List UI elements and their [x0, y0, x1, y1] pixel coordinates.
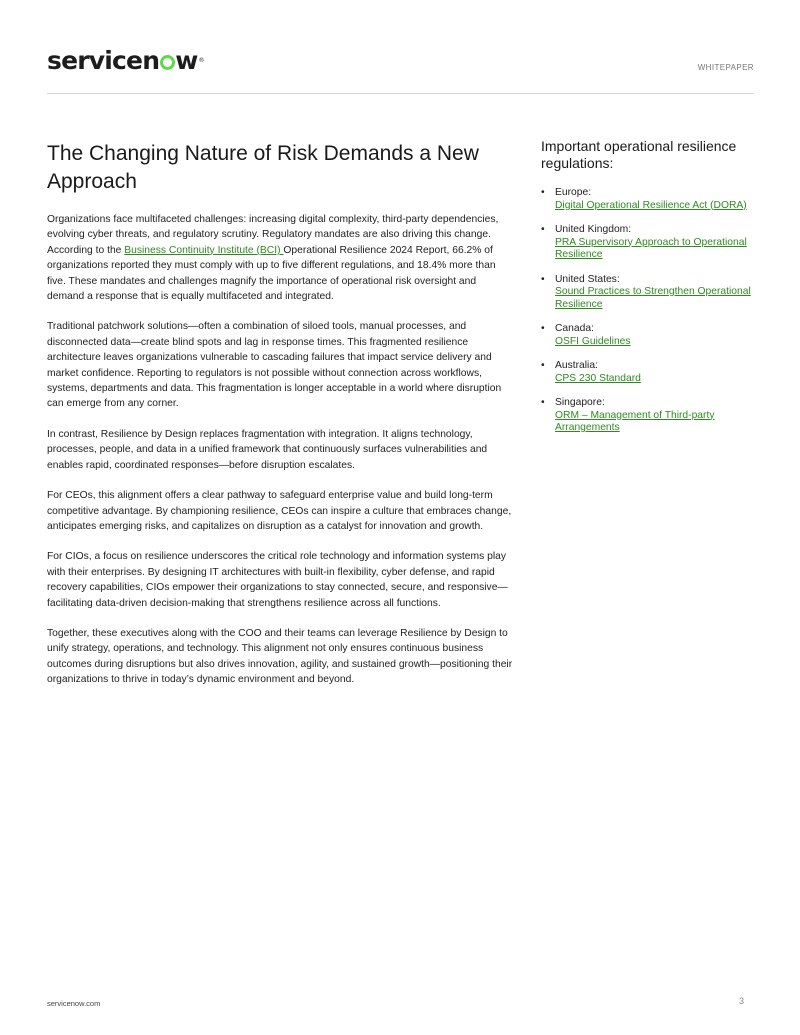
region-label: United Kingdom:: [555, 224, 632, 235]
header-divider: [47, 93, 754, 94]
paragraph-6: Together, these executives along with the COO and their teams can leverage Resilience by Design to unify strategy, operations, and technology. This alignment not only ensures continuous business outcomes during disruptions but also drives innovation, agility, and sustained growth—positioning their organizations to thrive in today’s dynamic environment and beyond.: [47, 627, 513, 686]
regulations-list: [541, 187, 761, 435]
paragraph-2: Traditional patchwork solutions—often a combination of siloed tools, manual processes, and disconnected data—create blind spots and lag in response times. This fragmented resilience architecture leaves organizations vulnerable to cascading failures that impact service delivery and market confidence. Reporting to regulators is not possible without connection across workflows, systems, departments and data. This fragmentation is longer acceptable in a world where disruption can emerge from any corner.: [47, 321, 502, 410]
logo-text-end: w: [175, 46, 198, 75]
bullet-icon: •: [541, 187, 545, 198]
list-item: [541, 224, 761, 262]
region-label: United States:: [555, 273, 620, 285]
list-item: [541, 187, 761, 212]
regulation-link-dora[interactable]: Digital Operational Resilience Act (DORA): [555, 199, 747, 211]
body-text: [47, 212, 515, 703]
region-label: Singapore:: [555, 397, 605, 408]
document-type-label: WHITEPAPER: [697, 63, 754, 72]
registered-mark: ®: [198, 57, 204, 64]
bullet-icon: •: [541, 224, 545, 235]
servicenow-logo: [47, 46, 204, 76]
paragraph-5: For CIOs, a focus on resilience underscores the critical role technology and information systems play with their enterprises. By designing IT architectures with built-in flexibility, cyber defense, and rapid recovery capabilities, CIOs empower their organizations to stay connected, secure, and responsive—facilitating data-driven decision-making that strengthens resilience across all functions.: [47, 551, 508, 609]
sidebar-heading: Important operational resilience regulations:: [541, 138, 737, 171]
list-item: [541, 274, 761, 312]
bullet-icon: •: [541, 397, 545, 408]
regulation-link-osfi[interactable]: OSFI Guidelines: [555, 335, 631, 347]
page-title: The Changing Nature of Risk Demands a New Approach: [47, 142, 479, 193]
regulation-link-us[interactable]: Sound Practices to Strengthen Operational Resilience: [555, 286, 751, 310]
bci-link[interactable]: Business Continuity Institute (BCI): [124, 244, 284, 256]
region-label: Europe:: [555, 187, 592, 198]
list-item: [541, 323, 761, 348]
list-item: [541, 360, 761, 385]
bullet-icon: •: [541, 273, 545, 285]
list-item: [541, 397, 761, 435]
paragraph-1: [47, 212, 515, 304]
paragraph-4: For CEOs, this alignment offers a clear pathway to safeguard enterprise value and build long-term competitive advantage. By championing resilience, CEOs can inspire a culture that embraces change, anticipates emerging risks, and capitalizes on disruption as a catalyst for innovation and growth.: [47, 490, 512, 532]
region-label: Australia:: [555, 360, 598, 371]
regulation-link-cps230[interactable]: CPS 230 Standard: [555, 372, 641, 384]
regulation-link-pra[interactable]: PRA Supervisory Approach to Operational Resilience: [555, 236, 747, 260]
bullet-icon: •: [541, 360, 545, 371]
regulation-link-orm[interactable]: ORM – Management of Third-party Arrangements: [555, 409, 715, 433]
footer-url: servicenow.com: [47, 999, 101, 1008]
paragraph-1-start: Organizations face multifaceted challenges: increasing digital complexity, third-party dependencies, evolving cyber threats, and regulatory scrutiny. Regulatory mandates are also driving this change. According to the: [47, 214, 499, 256]
paragraph-3: In contrast, Resilience by Design replaces fragmentation with integration. It aligns technology, processes, people, and data in a unified framework that continuously surfaces vulnerabilities and enables rapid, coordinated responses—before disruption escalates.: [47, 428, 488, 471]
region-label: Canada:: [555, 323, 594, 334]
regulations-sidebar: [541, 138, 761, 447]
bullet-icon: •: [541, 323, 545, 334]
logo-o-ring-icon: [160, 55, 175, 70]
page-number: 3: [738, 996, 744, 1006]
paragraph-1-end: Operational Resilience 2024 Report, 66.2% of organizations reported they must comply with up to five different regulations, and 18.4% more than five. These mandates and challenges magnify the importance of operational risk oversight and demand a response that is equally multifaceted and integrated.: [47, 244, 496, 303]
logo-text: servicen: [47, 46, 160, 75]
